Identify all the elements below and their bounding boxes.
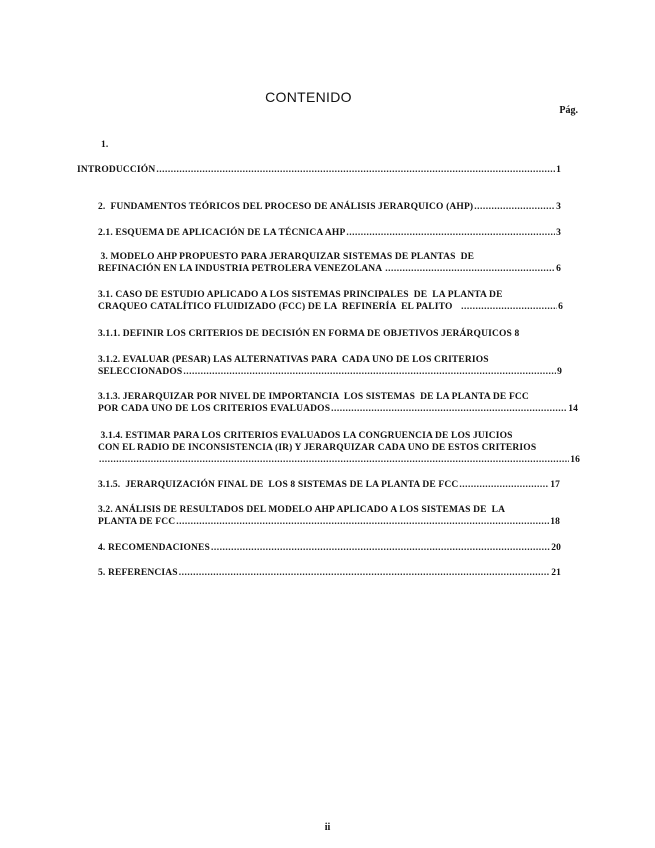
toc-page-number: 1: [556, 165, 561, 175]
footer-page-number: ii: [324, 822, 331, 833]
dot-leader: [99, 454, 569, 466]
toc-entry-text: 2. FUNDAMENTOS TEÓRICOS DEL PROCESO DE ANÁLISIS JERARQUICO (AHP): [98, 202, 474, 212]
toc-entry[interactable]: [77, 164, 561, 176]
toc-entry[interactable]: [98, 391, 578, 415]
toc-entry-text: REFINACIÓN EN LA INDUSTRIA PETROLERA VENEZOLANA: [98, 264, 385, 274]
toc-entry-text: CRAQUEO CATALÍTICO FLUIDIZADO (FCC) DE LA REFINERÍA EL PALITO: [98, 302, 461, 312]
toc-page-number: 20: [551, 543, 561, 553]
toc-entry-text: POR CADA UNO DE LOS CRITERIOS EVALUADOS: [98, 404, 331, 414]
toc-entry-text: 3.1. CASO DE ESTUDIO APLICADO A LOS SISTEMAS PRINCIPALES DE LA PLANTA DE: [98, 290, 503, 300]
toc-entry[interactable]: [98, 328, 568, 340]
toc-entry[interactable]: [98, 227, 561, 239]
toc-entry-text: 4. RECOMENDACIONES: [98, 543, 210, 553]
toc-page-number: 3: [556, 228, 561, 238]
toc-entry[interactable]: [98, 430, 580, 466]
toc-entry-text: CON EL RADIO DE INCONSISTENCIA (IR) Y JERARQUIZAR CADA UNO DE ESTOS CRITERIOS: [98, 443, 537, 453]
toc-entry-line: [98, 442, 580, 454]
toc-entry-line: [98, 542, 561, 554]
dot-leader: [183, 366, 556, 378]
toc-entry-line: [98, 251, 561, 263]
toc-page-number: 14: [568, 404, 578, 414]
dot-leader: [346, 227, 555, 239]
toc-entry-text: 3. MODELO AHP PROPUESTO PARA JERARQUIZAR SISTEMAS DE PLANTAS DE: [98, 252, 475, 262]
toc-page-number: 18: [550, 517, 560, 527]
dot-leader: [474, 201, 555, 213]
toc-entry-line: [98, 391, 578, 403]
toc-page-number: 9: [557, 367, 562, 377]
toc-entry-text: 5. REFERENCIAS: [98, 568, 178, 578]
toc-entry-text: PLANTA DE FCC: [98, 517, 176, 527]
toc-entry-text: 3.1.1. DEFINIR LOS CRITERIOS DE DECISIÓN EN FORMA DE OBJETIVOS JERÁRQUICOS 8: [98, 329, 520, 339]
dot-leader: [211, 542, 550, 554]
dot-leader: [331, 403, 567, 415]
toc-entry-line: [98, 430, 580, 442]
toc-entry-line: [98, 354, 562, 366]
toc-page-number: 21: [551, 568, 561, 578]
toc-entry-line: [98, 567, 561, 579]
toc-entry-line: [98, 403, 578, 415]
page-title: CONTENIDO: [265, 89, 352, 105]
dot-leader: [461, 301, 557, 313]
toc-entry-line: [98, 201, 561, 213]
toc-entry-text: INTRODUCCIÓN: [77, 165, 156, 175]
toc-page-number: 17: [550, 480, 560, 490]
toc-entry-line: [98, 366, 562, 378]
toc-entry-text: 3.1.4. ESTIMAR PARA LOS CRITERIOS EVALUADOS LA CONGRUENCIA DE LOS JUICIOS: [98, 431, 513, 441]
toc-entry-line: [98, 263, 561, 275]
toc-entry-line: [98, 454, 580, 466]
toc-entry-line: [77, 164, 561, 176]
dot-leader: [459, 479, 549, 491]
dot-leader: [176, 516, 549, 528]
dot-leader: [385, 263, 555, 275]
toc-page-number: 3: [556, 202, 561, 212]
toc-entry-text: 3.2. ANÁLISIS DE RESULTADOS DEL MODELO AHP APLICADO A LOS SISTEMAS DE LA: [98, 505, 506, 515]
toc-entry[interactable]: [98, 289, 563, 313]
toc-page-number: 6: [556, 264, 561, 274]
toc-entry-text: 3.1.2. EVALUAR (PESAR) LAS ALTERNATIVAS PARA CADA UNO DE LOS CRITERIOS: [98, 355, 489, 365]
toc-entry[interactable]: [98, 504, 560, 528]
toc-page-number: 16: [570, 455, 580, 465]
toc-entry-number: 1.: [101, 140, 109, 150]
toc-entry[interactable]: [101, 139, 201, 151]
toc-entry-line: [98, 289, 563, 301]
toc-entry-line: [98, 516, 560, 528]
page-column-label: Pág.: [559, 105, 578, 116]
toc-entry-line: [98, 328, 568, 340]
toc-entry-text: 3.1.5. JERARQUIZACIÓN FINAL DE LOS 8 SISTEMAS DE LA PLANTA DE FCC: [98, 480, 459, 490]
toc-entry[interactable]: [98, 354, 562, 378]
toc-entry-text: 3.1.3. JERARQUIZAR POR NIVEL DE IMPORTANCIA LOS SISTEMAS DE LA PLANTA DE FCC: [98, 392, 529, 402]
dot-leader: [179, 567, 550, 579]
toc-entry[interactable]: [98, 542, 561, 554]
dot-leader: [156, 164, 555, 176]
toc-entry-text: 2.1. ESQUEMA DE APLICACIÓN DE LA TÉCNICA AHP: [98, 228, 346, 238]
toc-entry-line: [98, 301, 563, 313]
toc-entry[interactable]: [98, 479, 560, 491]
toc-page-number: 6: [558, 302, 563, 312]
toc-entry-line: [98, 479, 560, 491]
toc-entry-line: [98, 504, 560, 516]
toc-entry[interactable]: [98, 567, 561, 579]
toc-entry[interactable]: [98, 201, 561, 213]
toc-entry-line: [98, 227, 561, 239]
toc-entry[interactable]: [98, 251, 561, 275]
toc-entry-text: SELECCIONADOS: [98, 367, 183, 377]
